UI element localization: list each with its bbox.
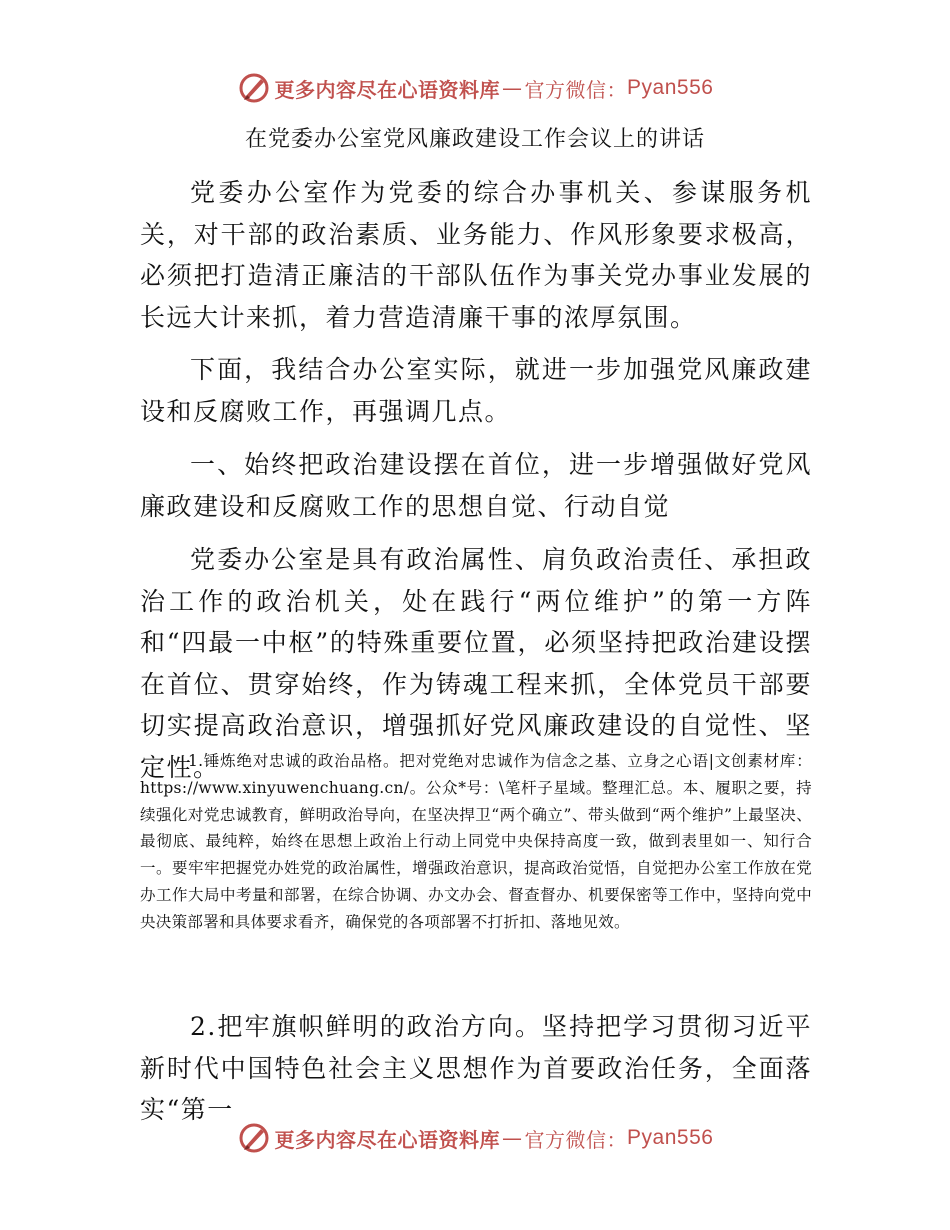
paragraph-section-1: 党委办公室是具有政治属性、肩负政治责任、承担政治工作的政治机关，处在践行“两位维护”的第一方阵和“四最一中枢”的特殊重要位置，必须坚持把政治建设摆在首位、贯穿始终，作为铸魂工程来抓，全体党员干部要切实提高政治意识，增强抓好党风廉政建设的自觉性、坚定性。 xyxy=(140,545,812,782)
paragraph-item-1-small: 1.锤炼绝对忠诚的政治品格。把对党绝对忠诚作为信念之基、立身之心语|文创素材库：https://www.xinyuwenchuang.cn/。公众*号：\笔杆子星域。整理汇总。本、履职之要，持续强化对党忠诚教育，鲜明政治导向，在坚决捍卫“两个确立”、带头做到“两个维护”上最坚决、最彻底、最纯粹，始终在思想上政治上行动上同党中央保持高度一致，做到表里如一、知行合一。要牢牢把握党办姓党的政治属性，增强政治意识，提高政治觉悟，自觉把办公室工作放在党办工作大局中考量和部署，在综合协调、办文办会、督查督办、机要保密等工作中，坚持向党中央决策部署和具体要求看齐，确保党的各项部署不打折扣、落地见效。 xyxy=(140,752,812,931)
section-heading-1: 一、始终把政治建设摆在首位，进一步增强做好党风廉政建设和反腐败工作的思想自觉、行动自觉 xyxy=(140,450,812,521)
banner-wechat-handle: Pyan556 xyxy=(627,76,714,99)
banner-wechat-handle: Pyan556 xyxy=(627,1126,714,1149)
document-title: 在党委办公室党风廉政建设工作会议上的讲话 xyxy=(244,127,705,152)
banner-wechat-label: 官方微信： xyxy=(524,77,628,102)
paragraph-item-2: 2.把牢旗帜鲜明的政治方向。坚持把学习贯彻习近平新时代中国特色社会主义思想作为首要政治任务，全面落实“第一 xyxy=(140,1012,812,1124)
brand-logo-icon xyxy=(237,71,271,105)
banner-site-text: 更多内容尽在心语资料库 xyxy=(274,1127,501,1152)
footer-watermark-banner xyxy=(0,1118,950,1158)
banner-site-text: 更多内容尽在心语资料库 xyxy=(274,77,501,102)
paragraph-intro: 党委办公室作为党委的综合办事机关、参谋服务机关，对干部的政治素质、业务能力、作风形象要求极高，必须把打造清正廉洁的干部队伍作为事关党办事业发展的长远大计来抓，着力营造清廉干事的浓厚氛围。 xyxy=(140,178,812,332)
banner-wechat-label: 官方微信： xyxy=(524,1127,628,1152)
brand-logo-icon xyxy=(237,1121,271,1155)
banner-dash: — xyxy=(502,1126,523,1150)
banner-dash: — xyxy=(502,76,523,100)
paragraph-outline: 下面，我结合办公室实际，就进一步加强党风廉政建设和反腐败工作，再强调几点。 xyxy=(140,355,812,426)
header-watermark-banner xyxy=(0,68,950,108)
